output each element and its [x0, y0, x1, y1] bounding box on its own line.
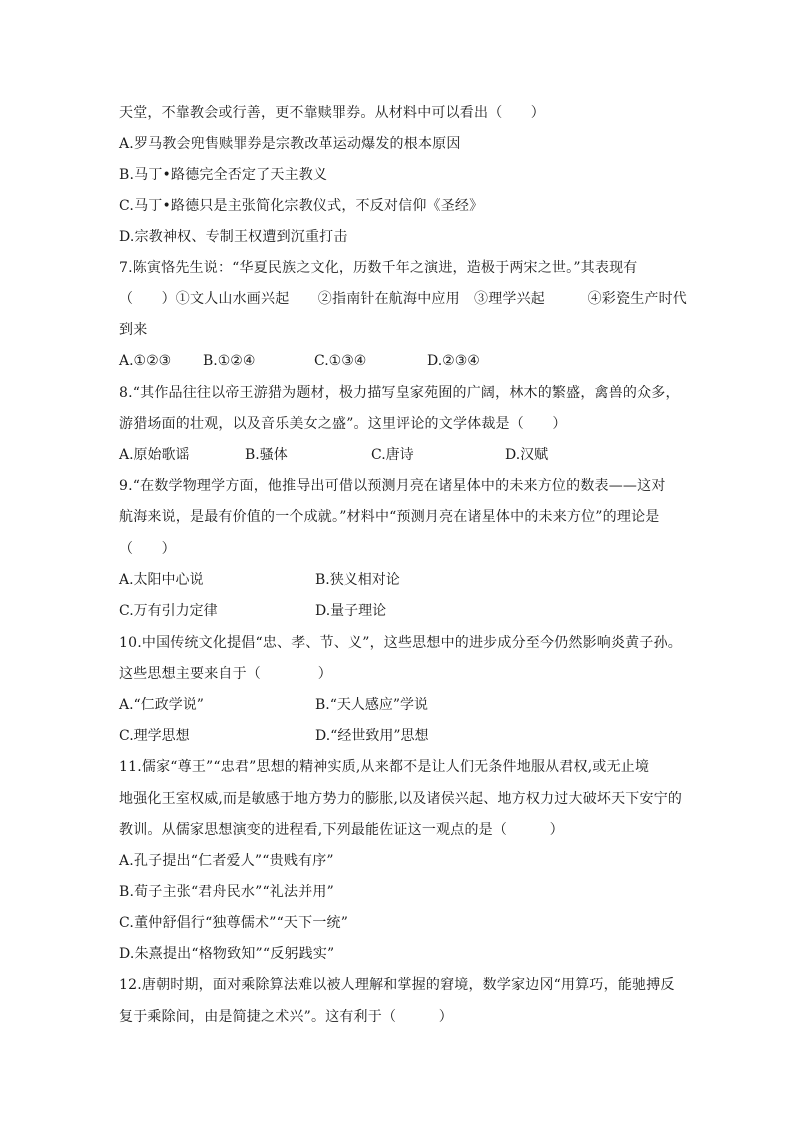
q8-option-b: B.骚体 — [245, 447, 288, 463]
q6-stem-tail: 天堂，不靠教会或行善，更不靠赎罪券。从材料中可以看出（ ） — [119, 105, 545, 121]
q10-option-a: A.“仁政学说” — [119, 697, 204, 713]
q11-option-b: B.荀子主张“君舟民水”“礼法并用” — [119, 884, 334, 900]
q7-option-c: C.①③④ — [314, 353, 367, 369]
q11-option-c: C.董仲舒倡行“独尊儒术”“天下一统” — [119, 915, 349, 931]
q9-option-c: C.万有引力定律 — [119, 603, 218, 619]
q7-stem-line1: 7.陈寅恪先生说：“华夏民族之文化，历数千年之演进，造极于两宋之世。”其表现有 — [119, 260, 638, 276]
q9-option-d: D.量子理论 — [315, 603, 387, 619]
q11-stem-line3: 教训。从儒家思想演变的进程看,下列最能佐证这一观点的是（ ） — [119, 822, 564, 838]
q8-option-c: C.唐诗 — [371, 447, 414, 463]
q9-option-a: A.太阳中心说 — [119, 572, 204, 588]
q6-option-c: C.马丁•路德只是主张简化宗教仪式，不反对信仰《圣经》 — [119, 198, 484, 214]
q8-stem-line2: 游猎场面的壮观，以及音乐美女之盛”。这里评论的文学体裁是（ ） — [119, 416, 567, 432]
q11-option-d: D.朱熹提出“格物致知”“反躬践实” — [119, 946, 335, 962]
q10-option-d: D.“经世致用”思想 — [315, 728, 429, 744]
q9-stem-line2: 航海来说，是最有价值的一个成就。”材料中“预测月亮在诸星体中的未来方位”的理论是 — [119, 509, 660, 525]
q9-option-b: B.狭义相对论 — [315, 572, 400, 588]
q11-stem-line1: 11.儒家“尊王”“忠君”思想的精神实质,从来都不是让人们无条件地服从君权,或无止境 — [119, 759, 650, 775]
q12-stem-line1: 12.唐朝时期，面对乘除算法难以被人理解和掌握的窘境，数学家边冈“用算巧，能驰搏反 — [119, 977, 675, 993]
q10-stem-line2: 这些思想主要来自于（ ） — [119, 666, 332, 682]
q10-stem-line1: 10.中国传统文化提倡“忠、孝、节、义”，这些思想中的进步成分至今仍然影响炎黄子孙。 — [119, 635, 682, 651]
q8-option-a: A.原始歌谣 — [119, 447, 190, 463]
q7-option-a: A.①②③ — [119, 353, 172, 369]
q7-stem-line2: （ ）①文人山水画兴起 ②指南针在航海中应用 ③理学兴起 ④彩瓷生产时代 — [119, 291, 687, 307]
q11-stem-line2: 地强化王室权威,而是敏感于地方势力的膨胀,以及诸侯兴起、地方权力过大破坏天下安宁的 — [119, 791, 683, 807]
q9-stem-line1: 9.“在数学物理学方面，他推导出可借以预测月亮在诸星体中的未来方位的数表——这对 — [119, 478, 666, 494]
q9-stem-line3: （ ） — [119, 541, 176, 557]
q10-option-b: B.“天人感应”学说 — [315, 697, 429, 713]
q12-stem-line2: 复于乘除间，由是简捷之术兴”。这有利于（ ） — [119, 1009, 453, 1025]
q11-option-a: A.孔子提出“仁者爱人”“贵贱有序” — [119, 853, 334, 869]
q7-option-b: B.①②④ — [203, 353, 256, 369]
q7-stem-line3: 到来 — [119, 322, 148, 338]
q8-option-d: D.汉赋 — [505, 447, 549, 463]
q6-option-a: A.罗马教会兜售赎罪券是宗教改革运动爆发的根本原因 — [119, 136, 461, 152]
q8-stem-line1: 8.“其作品往往以帝王游猎为题材，极力描写皇家苑囿的广阔，林木的繁盛，禽兽的众多， — [119, 385, 680, 401]
q10-option-c: C.理学思想 — [119, 728, 190, 744]
q7-option-d: D.②③④ — [427, 353, 480, 369]
q6-option-d: D.宗教神权、专制王权遭到沉重打击 — [119, 229, 348, 245]
q6-option-b: B.马丁•路德完全否定了天主教义 — [119, 167, 328, 183]
